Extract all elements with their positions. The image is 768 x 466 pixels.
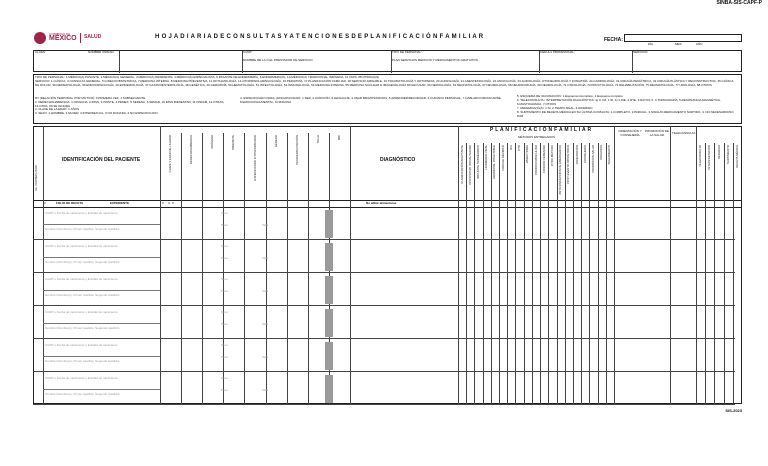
left-subcol-label: DERECHOHABIENCIA [189,135,194,165]
tipo-personal-label[interactable]: TIPO DE PERSONAL: [392,50,423,54]
col-num-3: 4 [168,201,170,205]
servicio-label[interactable]: SERVICIO: [633,50,649,54]
pss-label: PLAN SERVICIOS MÉDICOS Y MEDICAMENTOS GRATUITOS [392,58,478,62]
promocion-header: PROMOCIÓN DE LA SALUD [645,129,669,137]
col-num-1: 2 [44,201,46,205]
identificacion-header: IDENTIFICACIÓN DEL PACIENTE [62,157,141,163]
col-num-4: 5 [172,201,174,205]
nombre-hint[interactable]: Nombre (Nombre(s), Primer Apellido, Segundo Apellido) [45,391,120,396]
row-field-label: Talla [262,388,269,392]
num-header: No. CONSECUTIVO [34,165,38,191]
pf-subcol-label: SEGUIMIENTO [607,145,612,165]
no-afiliar-text: No afiliar alimentarse [366,201,397,205]
left-subcol-label: ESPECIFICADO P/ DISCAPACIDAD [252,135,257,181]
government-logo [34,32,114,46]
instructions-derecho: 2. DERECHOHABIENCIA: 1.NINGUNA, 2.IMSS, 3.ISSSTE, 4.PEMEX, 5.SEDENA, 6.SEMAR, 10.IMSS BIENESTAR, 11.ISSFAM, 12.OTRAS, 13.OTRA, 99.SE IGNORA [35,100,225,108]
row-field-label: Peso [221,256,228,260]
curp-hint[interactable]: CURP o Fecha de nacimiento y Entidad de nacimiento [45,310,118,314]
pf-subcol-label: HORMONAL INYECTABLE [492,145,497,180]
left-subcol-label: CLAVE Y EDAD DE LA EDAD [168,135,173,173]
row-field-label: Talla [262,322,269,326]
folio-header: FOLIO DE RECETA [56,201,84,205]
instructions-telecons: 6. TELECONSULTA / INTERPRETACIÓN DIAGNÓSTICA: a) 0. N/I, 1.SI, b) 1.INE, 2.RTE, 3.RAYOS X, 4.TOMOGRAFÍA, 5.RESONANCIA MAGNÉTICA, 6.MASTOGRAFÍA, 7.OTROS [517,98,721,106]
right-subcol-label: INTERPRETACIÓN [707,145,712,170]
fecha-field[interactable] [624,34,742,42]
row-field-label: Sexo [221,211,228,215]
instructions-clave-edad: 2. CLAVE DE LA EDAD: 1.AÑOS [35,107,80,111]
expediente-header: EXPEDIENTE [110,201,130,205]
cedula-label[interactable]: CÉDULA PROFESIONAL: [540,50,576,54]
curp-hint[interactable]: CURP o Fecha de nacimiento y Entidad de nacimiento [45,277,118,281]
left-subcol-label: GÉNERO [273,135,278,148]
nombre-hint[interactable]: Nombre (Nombre(s), Primer Apellido, Segundo Apellido) [45,358,120,363]
instructions-rt: RT (RELACIÓN TEMPORAL POR MOTIVO): 0.PRIMERA VEZ, 1.SUBSECUENTE [35,96,146,100]
row-field-label: Talla [262,355,269,359]
col-num-2: 3 [162,201,164,205]
row-field-label: Sexo [221,310,228,314]
shaded-cell [325,243,333,271]
pf-subcol-label: ANTICONCEPCIÓN DE EMERGENCIA [558,145,563,195]
pf-subcol-label: OTRO MÉTODO [549,145,554,167]
fecha-label: FECHA: [604,37,623,43]
row-field-label: Sexo [221,376,228,380]
nombre-prestador-label[interactable]: NOMBRE DE LA O EL PRESTADOR DE SERVICIO: [243,58,314,62]
shaded-cell [325,309,333,337]
right-subcol-label: SURTIMIENTO [725,145,730,165]
planificacion-header: P L A N I F I C A C I Ó N F A M I L I A R [490,127,592,133]
row-field-label: Peso [221,388,228,392]
logo-mexico: MÉXICO [49,35,77,42]
instructions-discapacidad: 4. ESPECIFICADO PARA: (DISCAPACIDAD): 1.SER, 2.AUDICIÓN, 3.LENGUAJE, 4.USAR BRAZOS/MANOS, 5.APRENDER/RECORDAR, 6.CUIDADO PERSONAL, 7.HABLAR/COMUNICARSE, 8.EMOCIONAL/MENTAL, 9.NINGUNA [240,96,502,104]
left-subcol-label: TALLA [315,135,320,144]
clues-label[interactable]: CLUES: [35,50,46,54]
pf-subcol-label: ORIENTACIÓN [574,145,579,165]
footer-code: SIS-2023 [725,408,742,413]
pf-subcol-label: CONSEJERÍA [582,145,587,163]
instructions-referida: 7. REFERIDA(S)(A): 1.SI, 2.TEMPO REAL, 3.DIFERIDO [517,106,593,110]
right-subcol-label: RECETA MÉDICA [734,145,739,168]
curp-hint[interactable]: CURP o Fecha de nacimiento y Entidad de nacimiento [45,244,118,248]
teleconsulta-header: TELECONSULTA [672,131,696,135]
orientacion-header: ORIENTACIÓN Y CONSEJERÍA [618,129,642,137]
instructions-surtimiento: 8. SURTIMIENTO DE RECETA MÉDICA EN SU ÚLTIMA CONSULTA: 1.COMPLETO, 2.PARCIAL, 3.NINGUN MEDICAMENTO SURTIDO, 4. NO NECESARIO/NO DAR [517,110,734,118]
fecha-mes: MES [675,42,682,46]
left-subcol-label: MIGRANTE [231,135,236,150]
right-subcol-label: TELECONSULTA [698,145,703,167]
nombre-unidad-label[interactable]: NOMBRE UNIDAD: [88,50,115,54]
pf-subcol-label: CONDÓN MASCULINO [533,145,538,175]
metodos-header: MÉTODOS ENTREGADOS [518,135,555,139]
fecha-ano: AÑO [696,42,703,46]
left-subcol-label: PESO/EDAD PRESIÓN [294,135,299,165]
nombre-hint[interactable]: Nombre (Nombre(s), Primer Apellido, Segundo Apellido) [45,259,120,264]
pf-subcol-label: CONDÓN FEMENINO [541,145,546,173]
nombre-hint[interactable]: Nombre (Nombre(s), Primer Apellido, Segundo Apellido) [45,292,120,297]
row-field-label: Sexo [221,343,228,347]
pf-subcol-label: DIU [508,145,513,150]
pf-subcol-label: VASECTOMÍA [525,145,530,164]
instructions-servicio: SERVICIO: 1.CLÍNICA, 4.CONSULTA GENERAL, 5.GINECOOBSTETRICIA, 7.MEDICINA INTERNA, 8.MEDICINA PREVENTIVA, 11.OFTALMOLOGÍA, 14.OTORRINOLARINGOLOGÍA, 16.PEDIATRÍA, 17.PLANIFICACIÓN FAMILIAR, 18.SERVICIO AMIGABLE, 19.TRAUMATOLOGÍA Y ORTOPEDIA, 20.AUDIOLOGÍA, 21.ANESTESIOLOGÍA, 22.ANGIOLOGÍA, 23.AUDIOLOGÍA, OTONEUROLOGÍA Y FONIATRÍA, 24.CARDIOLOGÍA, 31.CIRUGÍA PEDIÁTRICA, 32.CIRUGÍA PLÁSTICA Y RECONSTRUCTIVA, 35.CLÍNICA DE DOLOR, 36.DERMATOLOGÍA, 39.ENDOCRINOLOGÍA, 40.EPIDEMIOLOGÍA, 47.GASTROENTEROLOGÍA, 48.GENÉTICA, 49.GERIATRÍA, 50.HEMATOLOGÍA, 51.INFECTOLOGÍA, 52.INMUNOLOGÍA, 53.MEDICINA INTERNA, 55.MEDICINA NUCLEAR E IMAGENOLOGÍA MOLECULAR, 60.NEFROLOGÍA, 63.NEONATOLOGÍA, 67.NEUROLOGÍA, 68.NEUROCIRUGÍA, 69.NEUROLOGÍA, 71.ONCOLOGÍA, 73.PROCTOLOGÍA, 74.REHABILITACIÓN, 75.REUMATOLOGÍA, 77.UROLOGÍA, 88.OTROS [35,79,734,87]
pf-subcol-label: IMPLANTE SUBDÉRMICO [476,145,481,179]
row-field-label: Talla [262,289,269,293]
row-field-label: Peso [221,289,228,293]
pf-subcol-label: PROMOCIÓN SALUD [590,145,595,173]
curp-hint[interactable]: CURP o Fecha de nacimiento y Entidad de nacimiento [45,376,118,380]
pf-subcol-label: OTB [517,145,522,151]
main-table [33,126,742,404]
pf-subcol-label: DISPOSITIVO INTRAUTERINO [467,145,472,185]
page-title: H O J A D I A R I A D E C O N S U L T A S Y A T E N C I O N E S D E P L A N I F I C A C I Ó N F A M I L I A R [155,34,484,40]
left-subcol-label: INDÍGENA [210,135,215,149]
row-field-label: Sexo [221,277,228,281]
seal-icon [34,32,46,44]
row-field-label: Talla [262,223,269,227]
curp-hint[interactable]: CURP o Fecha de nacimiento y Entidad de nacimiento [45,343,118,347]
pf-subcol-label: VIOLENCIA [599,145,604,160]
curp-label[interactable]: CURP: [243,50,253,54]
form-code: SINBA-SIS-CAPF-P [716,0,762,6]
right-subcol-label: REFERIDA [716,145,721,160]
row-field-label: Peso [221,322,228,326]
shaded-cell [325,375,333,403]
shaded-cell [325,276,333,304]
logo-gobierno: GOBIERNO DE [49,32,71,36]
nombre-hint[interactable]: Nombre (Nombre(s), Primer Apellido, Segundo Apellido) [45,325,120,330]
diagnostico-header: DIAGNÓSTICO [380,157,416,163]
pf-subcol-label: POST EVENTO OBSTÉTRICO [566,145,571,184]
shaded-cell [325,342,333,370]
instructions-esquema: 5. ESQUEMA DE VACUNACIÓN: 1.Esquema incompleto, 2.Esquema completo [517,94,623,98]
curp-hint[interactable]: CURP o Fecha de nacimiento y Entidad de nacimiento [45,211,118,215]
row-field-label: Talla [262,256,269,260]
row-field-label: Peso [221,355,228,359]
nombre-hint[interactable]: Nombre (Nombre(s), Primer Apellido, Segundo Apellido) [45,226,120,231]
shaded-cell [325,210,333,238]
fecha-dia: DÍA [648,42,654,46]
left-subcol-label: IMC [336,135,341,141]
instructions-sexo: 3. SEXO: 1.HOMBRE, 2.MUJER, 3.INTERSEXUAL, 9.NO DONADA, 4.NO ESPECIFICADO [35,111,158,115]
pf-subcol-label: PARCHE DÉRMICO [500,145,505,171]
pf-subcol-label: PLANIFICACIÓN ACEPTANTE [459,145,464,184]
logo-salud: SALUD [84,34,102,40]
pf-subcol-label: HORMONAL ORAL [484,145,489,170]
row-field-label: Sexo [221,244,228,248]
row-field-label: Peso [221,223,228,227]
instructions-tipo-personal: TIPO DE PERSONAL: 1.MÉDICO(A) PASANTE, 2.MÉDICO(A) GENERAL, 3.MÉDICO(A) RESIDENTE, 4.MÉDICO(A) ESPECIALISTA, 5.PASANTE DE ENFERMERÍA, 6.ENFERMERA(O), 10.MÉDICO(A) TRADICIONAL INDÍGENA, 11.TAPS, 88.OTRO(A)(S) [35,75,380,79]
